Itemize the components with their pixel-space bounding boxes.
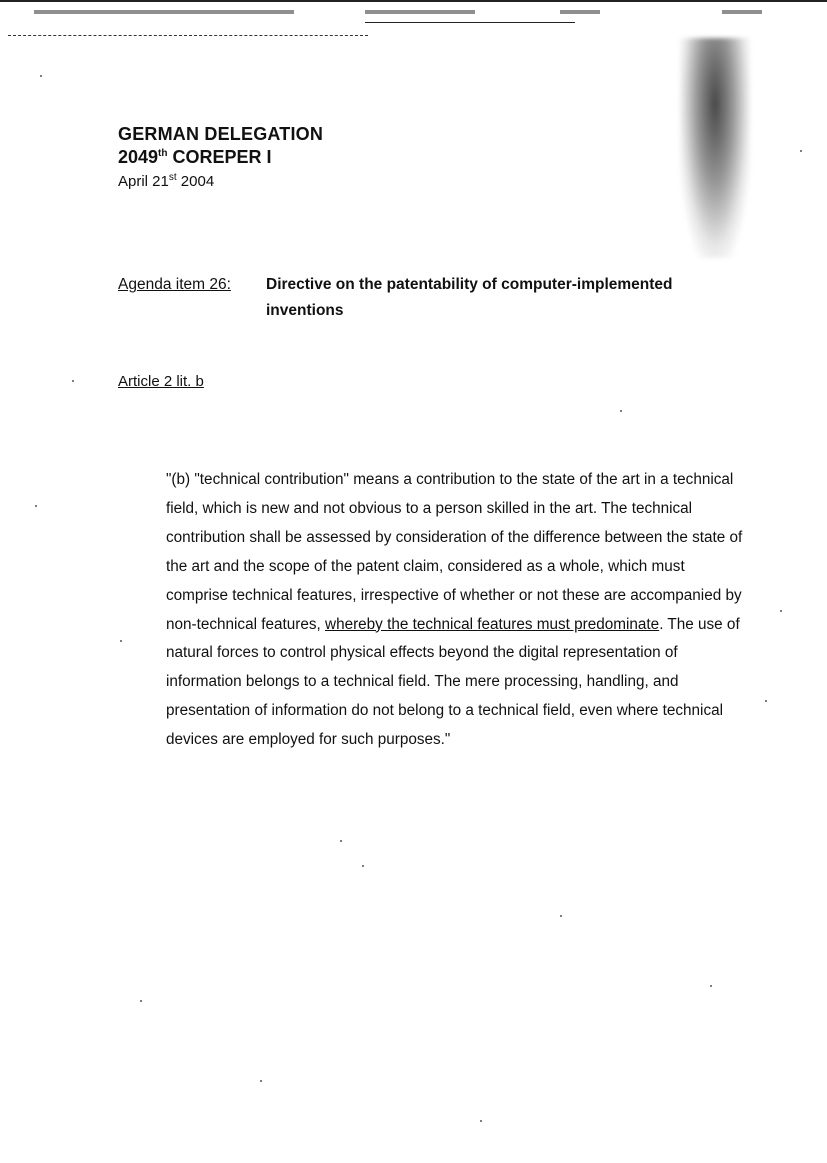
article-reference: Article 2 lit. b	[118, 373, 204, 390]
coreper-name: COREPER I	[167, 147, 272, 167]
coreper-title	[118, 145, 323, 169]
scan-speck	[260, 1080, 262, 1082]
scan-speck	[560, 915, 562, 917]
date-ordinal: st	[168, 172, 177, 183]
date-year: 2004	[176, 173, 215, 190]
coreper-ordinal: th	[158, 148, 168, 159]
article-quote	[166, 466, 746, 755]
fax-header	[0, 0, 827, 40]
scan-speck	[72, 380, 74, 382]
fax-header-rule	[8, 35, 368, 36]
delegation-title: GERMAN DELEGATION	[118, 124, 324, 144]
scan-smudge	[680, 38, 750, 258]
scan-speck	[800, 150, 802, 152]
fax-header-rule	[365, 22, 575, 23]
fax-header-text-blur	[34, 10, 294, 14]
scan-speck	[40, 75, 42, 77]
agenda-label: Agenda item 26:	[118, 276, 231, 293]
coreper-number: 2049	[118, 147, 159, 167]
scan-speck	[120, 640, 122, 642]
fax-header-text-blur	[560, 10, 600, 14]
scan-speck	[362, 865, 364, 867]
document-date	[118, 169, 323, 195]
agenda-title: Directive on the patentability of computer-implemented inventions	[266, 276, 673, 319]
scan-speck	[765, 700, 767, 702]
scan-speck	[35, 505, 37, 507]
fax-header-text-blur	[365, 10, 475, 14]
scan-speck	[710, 985, 712, 987]
scan-speck	[140, 1000, 142, 1002]
quote-text: "(b) "technical contribution" means a contribution to the state of the art in a technical field, which is new and not obvious to a person skilled in the art. The technical contribution shall be assessed by consideration of the difference between the state of the art and the scope of the patent claim, considered as a whole, which must comprise technical features, irrespective of whether or not these are accompanied by non-technical features,	[166, 471, 743, 633]
fax-header-text-blur	[722, 10, 762, 14]
date-month-day: April 21	[118, 173, 169, 190]
scan-speck	[780, 610, 782, 612]
quote-underlined-text: whereby the technical features must predominate	[325, 615, 660, 633]
scan-speck	[480, 1120, 482, 1122]
heading-block	[118, 123, 323, 195]
scan-speck	[620, 410, 622, 412]
scan-speck	[340, 840, 342, 842]
quote-text: . The use of natural forces to control physical effects beyond the digital representation of information belongs to a technical field. The mere processing, handling, and presentation of information do not belong to a technical field, even where technical devices are employed for such purposes."	[166, 615, 740, 749]
